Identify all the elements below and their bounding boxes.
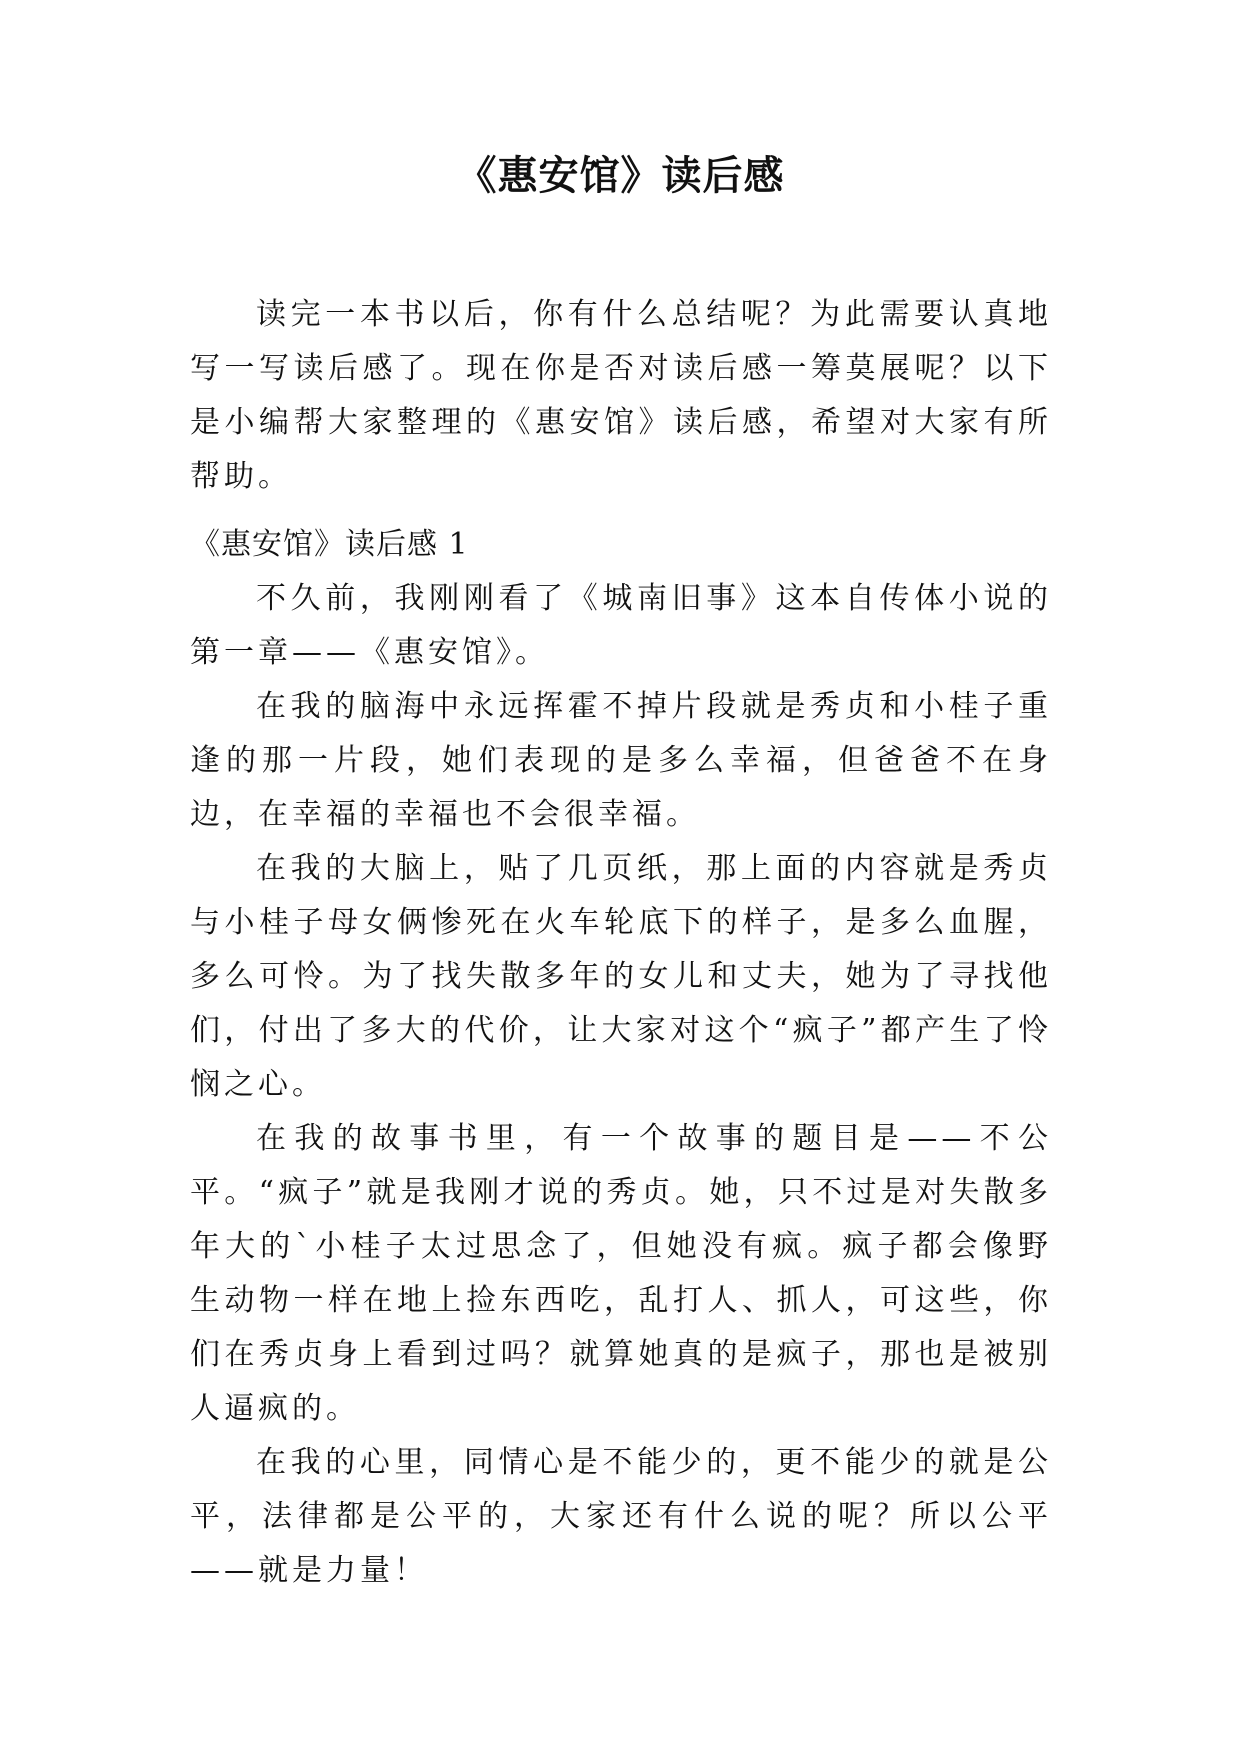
essay-paragraph-4: 在我的故事书里，有一个故事的题目是——不公平。“疯子”就是我刚才说的秀贞。她，只不过是对失散多年大的`小桂子太过思念了，但她没有疯。疯子都会像野生动物一样在地上捡东西吃，乱打人、抓人，可这些，你们在秀贞身上看到过吗？就算她真的是疯子，那也是被别人逼疯的。 xyxy=(190,1121,1052,1426)
essay-section xyxy=(190,518,1052,1598)
essay-heading: 《惠安馆》读后感 1 xyxy=(190,527,469,562)
document-title: 《惠安馆》读后感 xyxy=(456,153,785,199)
essay-paragraph-3: 在我的大脑上，贴了几页纸，那上面的内容就是秀贞与小桂子母女俩惨死在火车轮底下的样子，是多么血腥，多么可怜。为了找失散多年的女儿和丈夫，她为了寻找他们，付出了多大的代价，让大家对这个“疯子”都产生了怜悯之心。 xyxy=(190,851,1052,1102)
intro-paragraph: 读完一本书以后，你有什么总结呢？为此需要认真地写一写读后感了。现在你是否对读后感一筹莫展呢？以下是小编帮大家整理的《惠安馆》读后感，希望对大家有所帮助。 xyxy=(190,297,1052,494)
intro-section xyxy=(190,288,1052,504)
essay-paragraph-1: 不久前，我刚刚看了《城南旧事》这本自传体小说的第一章——《惠安馆》。 xyxy=(190,581,1052,670)
essay-paragraph-5: 在我的心里，同情心是不能少的，更不能少的就是公平，法律都是公平的，大家还有什么说的呢？所以公平——就是力量！ xyxy=(190,1445,1052,1588)
essay-paragraph-2: 在我的脑海中永远挥霍不掉片段就是秀贞和小桂子重逢的那一片段，她们表现的是多么幸福，但爸爸不在身边，在幸福的幸福也不会很幸福。 xyxy=(190,689,1052,832)
